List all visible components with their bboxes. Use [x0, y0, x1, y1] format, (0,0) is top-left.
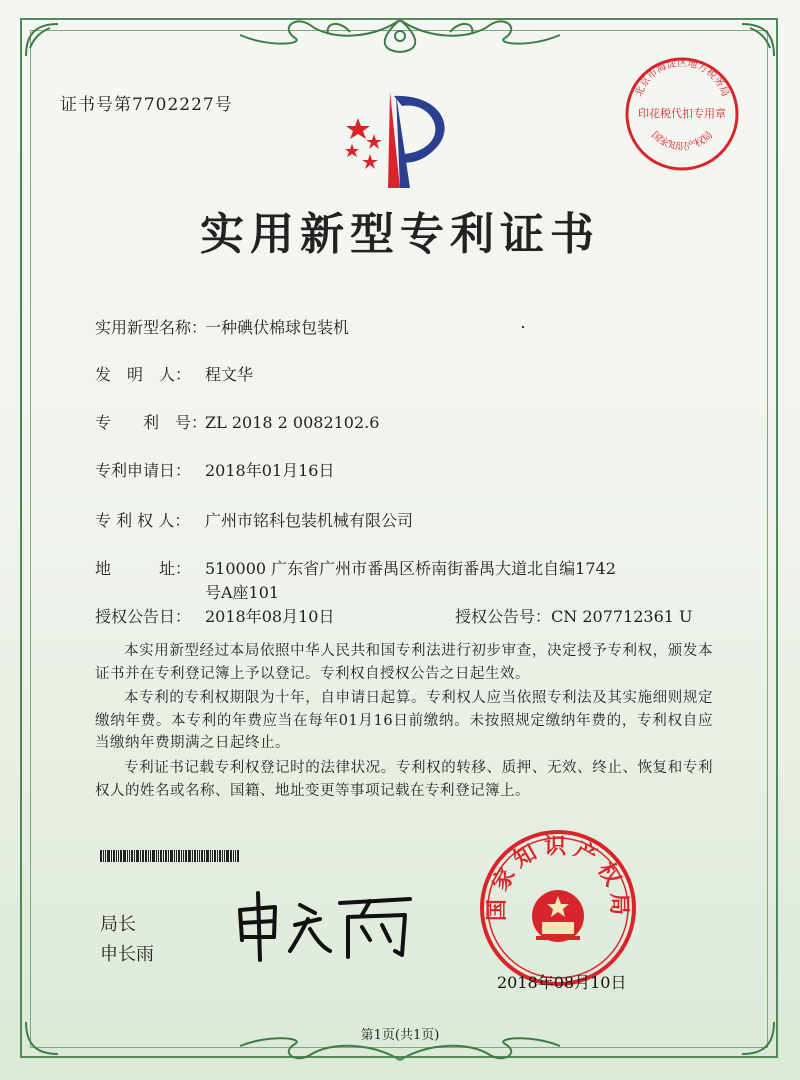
- seal-date: 2018年08月10日: [497, 973, 627, 992]
- barcode-bar: [136, 850, 139, 862]
- barcode-bar: [118, 850, 119, 862]
- tax-seal-top-text: 北京市海淀区地方税务局: [633, 57, 731, 99]
- field-inventor: [95, 362, 253, 385]
- address-label: 地 址：: [95, 559, 192, 578]
- paragraph-grant: 本实用新型经过本局依照中华人民共和国专利法进行初步审查，决定授予专利权，颁发本证书并在专利登记簿上予以登记。专利权自授权公告之日起生效。: [95, 643, 713, 682]
- barcode-bar: [170, 850, 173, 862]
- barcode-bar: [165, 850, 167, 862]
- barcode-bar: [168, 850, 169, 862]
- seal-text: 国家知识产权局: [484, 834, 632, 922]
- barcode-bar: [201, 850, 203, 862]
- inventor-label: 发 明 人：: [95, 365, 192, 384]
- svg-text:北京市海淀区地方税务局: [633, 56, 732, 98]
- barcode-bar: [148, 850, 149, 862]
- field-patent-number: [95, 410, 379, 433]
- barcode-bar: [140, 850, 141, 862]
- field-grant-number: [455, 604, 693, 627]
- barcode-bar: [235, 850, 236, 862]
- grant-number-value: CN 207712361 U: [551, 607, 693, 626]
- tax-seal-bottom-text: 国家知识产权局: [648, 129, 716, 153]
- barcode-bar: [160, 850, 162, 862]
- barcode-bar: [142, 850, 144, 862]
- barcode-bar: [210, 850, 211, 862]
- barcode-bar: [156, 850, 157, 862]
- barcode-bar: [237, 850, 239, 862]
- barcode-bar: [197, 850, 198, 862]
- filing-date-value: 2018年01月16日: [205, 461, 335, 480]
- patentee-label: 专 利 权 人：: [95, 511, 191, 530]
- barcode-bar: [107, 850, 110, 862]
- barcode-bar: [100, 850, 102, 862]
- paragraph-legal-status: 专利证书记载专利权登记时的法律状况。专利权的转移、质押、无效、终止、恢复和专利权人的姓名或名称、国籍、地址变更等事项记载在专利登记簿上。: [95, 760, 713, 799]
- cnipa-logo-icon: [330, 88, 470, 193]
- barcode-bar: [219, 850, 221, 862]
- svg-text:国家知识产权局: [649, 129, 715, 153]
- corner-ornament-tr: [738, 20, 778, 60]
- barcode-bar: [150, 850, 151, 862]
- barcode-bar: [127, 850, 128, 862]
- field-filing-date: [95, 458, 334, 481]
- barcode-bar: [134, 850, 135, 862]
- director-title: 局长: [100, 914, 136, 935]
- barcode-bar: [158, 850, 159, 862]
- barcode-bar: [192, 850, 193, 862]
- barcode-bar: [113, 850, 115, 862]
- barcode-bar: [178, 850, 180, 862]
- patent-number-label: 专 利 号：: [95, 413, 208, 432]
- inventor-value: 程文华: [205, 365, 254, 384]
- barcode-bar: [212, 850, 213, 862]
- grant-date-value: 2018年08月10日: [205, 607, 335, 626]
- address-line-1: 510000 广东省广州市番禺区桥南街番禺大道北自编1742: [205, 559, 616, 578]
- patent-number-value: ZL 2018 2 0082102.6: [205, 413, 380, 432]
- utility-name-label: 实用新型名称：: [95, 318, 208, 337]
- field-grant-date: [95, 604, 334, 627]
- barcode-bar: [214, 850, 216, 862]
- field-patentee: [95, 508, 413, 531]
- barcode-bar: [120, 850, 122, 862]
- stray-dot: [522, 326, 524, 328]
- utility-name-value: 一种碘伏棉球包装机: [205, 318, 350, 337]
- barcode-bar: [174, 850, 175, 862]
- barcode-bar: [194, 850, 196, 862]
- barcode-bar: [123, 850, 126, 862]
- corner-ornament-tl: [22, 20, 62, 60]
- barcode-bar: [145, 850, 147, 862]
- barcode-bar: [206, 850, 209, 862]
- barcode-bar: [152, 850, 155, 862]
- barcode-bar: [131, 850, 133, 862]
- certificate-title: 实用新型专利证书: [200, 209, 600, 260]
- top-ornament: [200, 10, 600, 60]
- barcode-bar: [188, 850, 191, 862]
- grant-number-label: 授权公告号：: [455, 607, 552, 626]
- tax-stamp-seal: [623, 55, 741, 173]
- director-name: 申长雨: [100, 944, 154, 965]
- barcode-bar: [111, 850, 112, 862]
- official-seal: [478, 828, 638, 988]
- filing-date-label: 专利申请日：: [95, 461, 192, 480]
- certificate-number: 证书号第7702227号: [60, 95, 233, 115]
- barcode-bar: [230, 850, 232, 862]
- barcode-bar: [183, 850, 184, 862]
- barcode-bar: [129, 850, 130, 862]
- barcode-bar: [233, 850, 234, 862]
- barcode-bar: [181, 850, 182, 862]
- handwritten-signature: [230, 885, 430, 965]
- field-utility-name: [95, 315, 349, 338]
- barcode-bar: [217, 850, 218, 862]
- address-line-2: 号A座101: [205, 583, 280, 602]
- patentee-value: 广州市铭科包装机械有限公司: [205, 511, 414, 530]
- barcode-bar: [224, 850, 225, 862]
- barcode-bar: [204, 850, 205, 862]
- barcode-bar: [176, 850, 177, 862]
- barcode-bar: [116, 850, 117, 862]
- grant-date-label: 授权公告日：: [95, 607, 192, 626]
- barcode: [100, 850, 290, 862]
- barcode-bar: [163, 850, 164, 862]
- barcode-bar: [226, 850, 229, 862]
- barcode-bar: [199, 850, 200, 862]
- field-address: [95, 556, 616, 579]
- barcode-bar: [103, 850, 104, 862]
- tax-seal-inner-text: 印花税代扣专用章: [638, 107, 726, 120]
- barcode-bar: [222, 850, 223, 862]
- paragraph-term: 本专利的专利权期限为十年，自申请日起算。专利权人应当依照专利法及其实施细则规定缴纳年费。本专利的年费应当在每年01月16日前缴纳。未按照规定缴纳年费的，专利权自应当缴纳年费期满之日起终止。: [95, 690, 713, 751]
- page-number: 第1页(共1页): [360, 1028, 440, 1043]
- barcode-bar: [105, 850, 106, 862]
- barcode-bar: [185, 850, 187, 862]
